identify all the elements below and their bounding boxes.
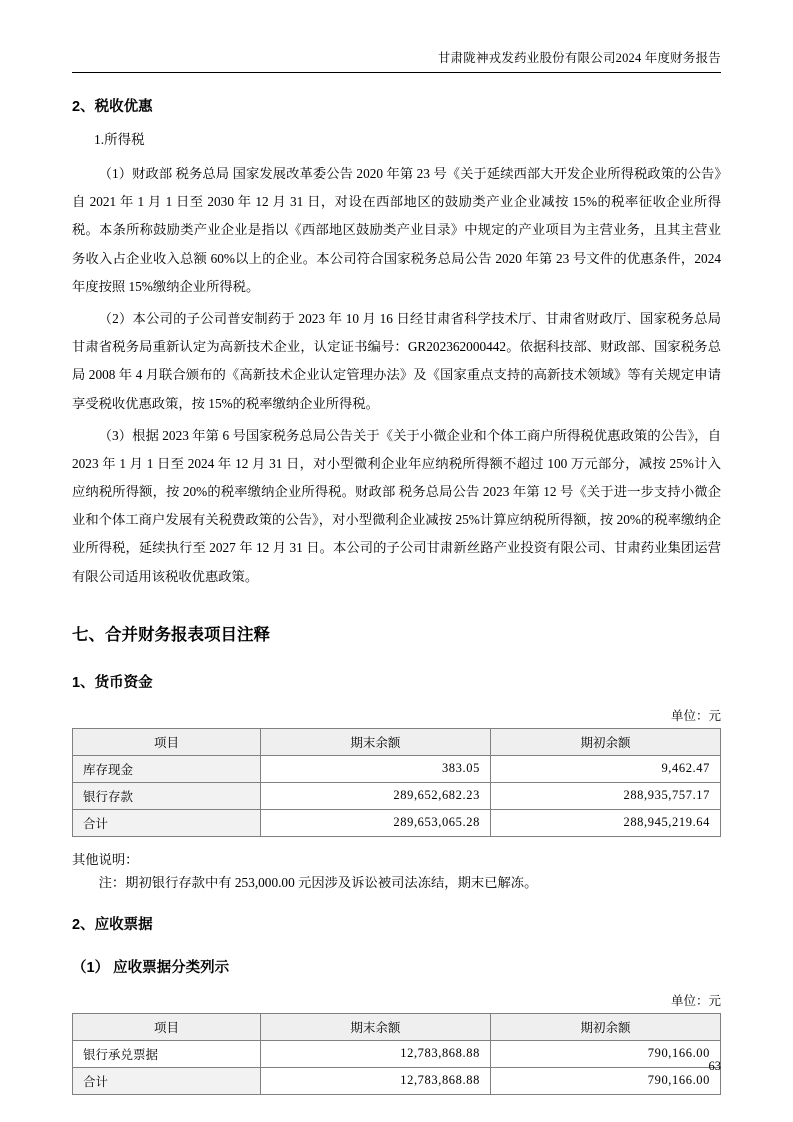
cell-beginning-balance: 288,935,757.17	[490, 782, 720, 809]
cell-ending-balance: 289,652,682.23	[260, 782, 490, 809]
monetary-funds-table	[72, 728, 721, 837]
cell-ending-balance: 289,653,065.28	[260, 809, 490, 836]
column-header-beginning-balance: 期初余额	[490, 1013, 720, 1040]
subsection-heading-monetary-funds: 1、货币资金	[72, 674, 153, 691]
running-title: 甘肃陇神戎发药业股份有限公司2024 年度财务报告	[437, 51, 721, 65]
cell-ending-balance: 12,783,868.88	[260, 1040, 490, 1067]
table-header-row	[73, 1013, 721, 1040]
column-header-beginning-balance: 期初余额	[490, 728, 720, 755]
notes-receivable-table	[72, 1013, 721, 1095]
cell-item: 银行承兑票据	[73, 1040, 261, 1067]
cell-item: 库存现金	[73, 755, 261, 782]
cell-ending-balance: 383.05	[260, 755, 490, 782]
page-header	[72, 48, 721, 72]
page-number: 63	[708, 1059, 721, 1073]
cell-item: 银行存款	[73, 782, 261, 809]
other-note-title: 其他说明：	[72, 851, 139, 867]
cell-beginning-balance: 288,945,219.64	[490, 809, 720, 836]
tax-paragraph-3: （3）根据 2023 年第 6 号国家税务总局公告关于《关于小微企业和个体工商户所得税优惠政策的公告》，自 2023 年 1 月 1 日至 2024 年 12 月 31 日，对小型微利企业年应纳税所得额不超过 100 万元部分，减按 25%计入应纳税所得额，按 20%的税率缴纳企业所得税。财政部 税务总局公告 2023 年第 12 号《关于进一步支持小微企业和个体工商户发展有关税费政策的公告》，对小型微利企业减按 25%计算应纳税所得额，按 20%的税率缴纳企业所得税，延续执行至 2027 年 12 月 31 日。本公司的子公司甘肃新丝路产业投资有限公司、甘肃药业集团运营有限公司适用该税收优惠政策。	[72, 427, 721, 584]
cell-item: 合计	[73, 1067, 261, 1094]
table-row	[73, 782, 721, 809]
section-heading-seven: 七、合并财务报表项目注释	[72, 625, 270, 644]
tax-paragraph-1: （1）财政部 税务总局 国家发展改革委公告 2020 年第 23 号《关于延续西部大开发企业所得税政策的公告》自 2021 年 1 月 1 日至 2030 年 12 月 31 日，对设在西部地区的鼓励类产业企业减按 15%的税率征收企业所得税。本条所称鼓励类产业企业是指以《西部地区鼓励类产业目录》中规定的产业项目为主营业务，且其主营业务收入占企业收入总额 60%以上的企业。本公司符合国家税务总局公告 2020 年第 23 号文件的优惠条件，2024 年度按照 15%缴纳企业所得税。	[72, 166, 721, 294]
table-row	[73, 1040, 721, 1067]
cell-ending-balance: 12,783,868.88	[260, 1067, 490, 1094]
cell-item: 合计	[73, 809, 261, 836]
subsection-heading-notes-receivable-classification: （1） 应收票据分类列示	[72, 959, 230, 976]
subsection-heading-notes-receivable: 2、应收票据	[72, 916, 153, 933]
cell-beginning-balance: 790,166.00	[490, 1067, 720, 1094]
column-header-ending-balance: 期末余额	[260, 1013, 490, 1040]
tax-paragraph-2: （2）本公司的子公司普安制药于 2023 年 10 月 16 日经甘肃省科学技术厅、甘肃省财政厅、国家税务总局甘肃省税务局重新认定为高新技术企业，认定证书编号：GR202362000442。依据科技部、财政部、国家税务总局 2008 年 4 月联合颁布的《高新技术企业认定管理办法》及《国家重点支持的高新技术领域》等有关规定申请享受税收优惠政策，按 15%的税率缴纳企业所得税。	[72, 310, 721, 411]
unit-label-monetary-funds: 单位：元	[670, 708, 721, 723]
column-header-ending-balance: 期末余额	[260, 728, 490, 755]
cell-beginning-balance: 9,462.47	[490, 755, 720, 782]
cell-beginning-balance: 790,166.00	[490, 1040, 720, 1067]
other-note-text: 注：期初银行存款中有 253,000.00 元因涉及诉讼被司法冻结，期末已解冻。	[98, 874, 538, 890]
section-heading-tax: 2、税收优惠	[72, 99, 153, 115]
table-row-total	[73, 1067, 721, 1094]
unit-label-notes-receivable: 单位：元	[670, 993, 721, 1008]
table-row	[73, 755, 721, 782]
column-header-item: 项目	[73, 1013, 261, 1040]
table-header-row	[73, 728, 721, 755]
column-header-item: 项目	[73, 728, 261, 755]
table-row-total	[73, 809, 721, 836]
subsection-label-income-tax: 1.所得税	[94, 132, 145, 147]
header-divider	[72, 72, 721, 73]
